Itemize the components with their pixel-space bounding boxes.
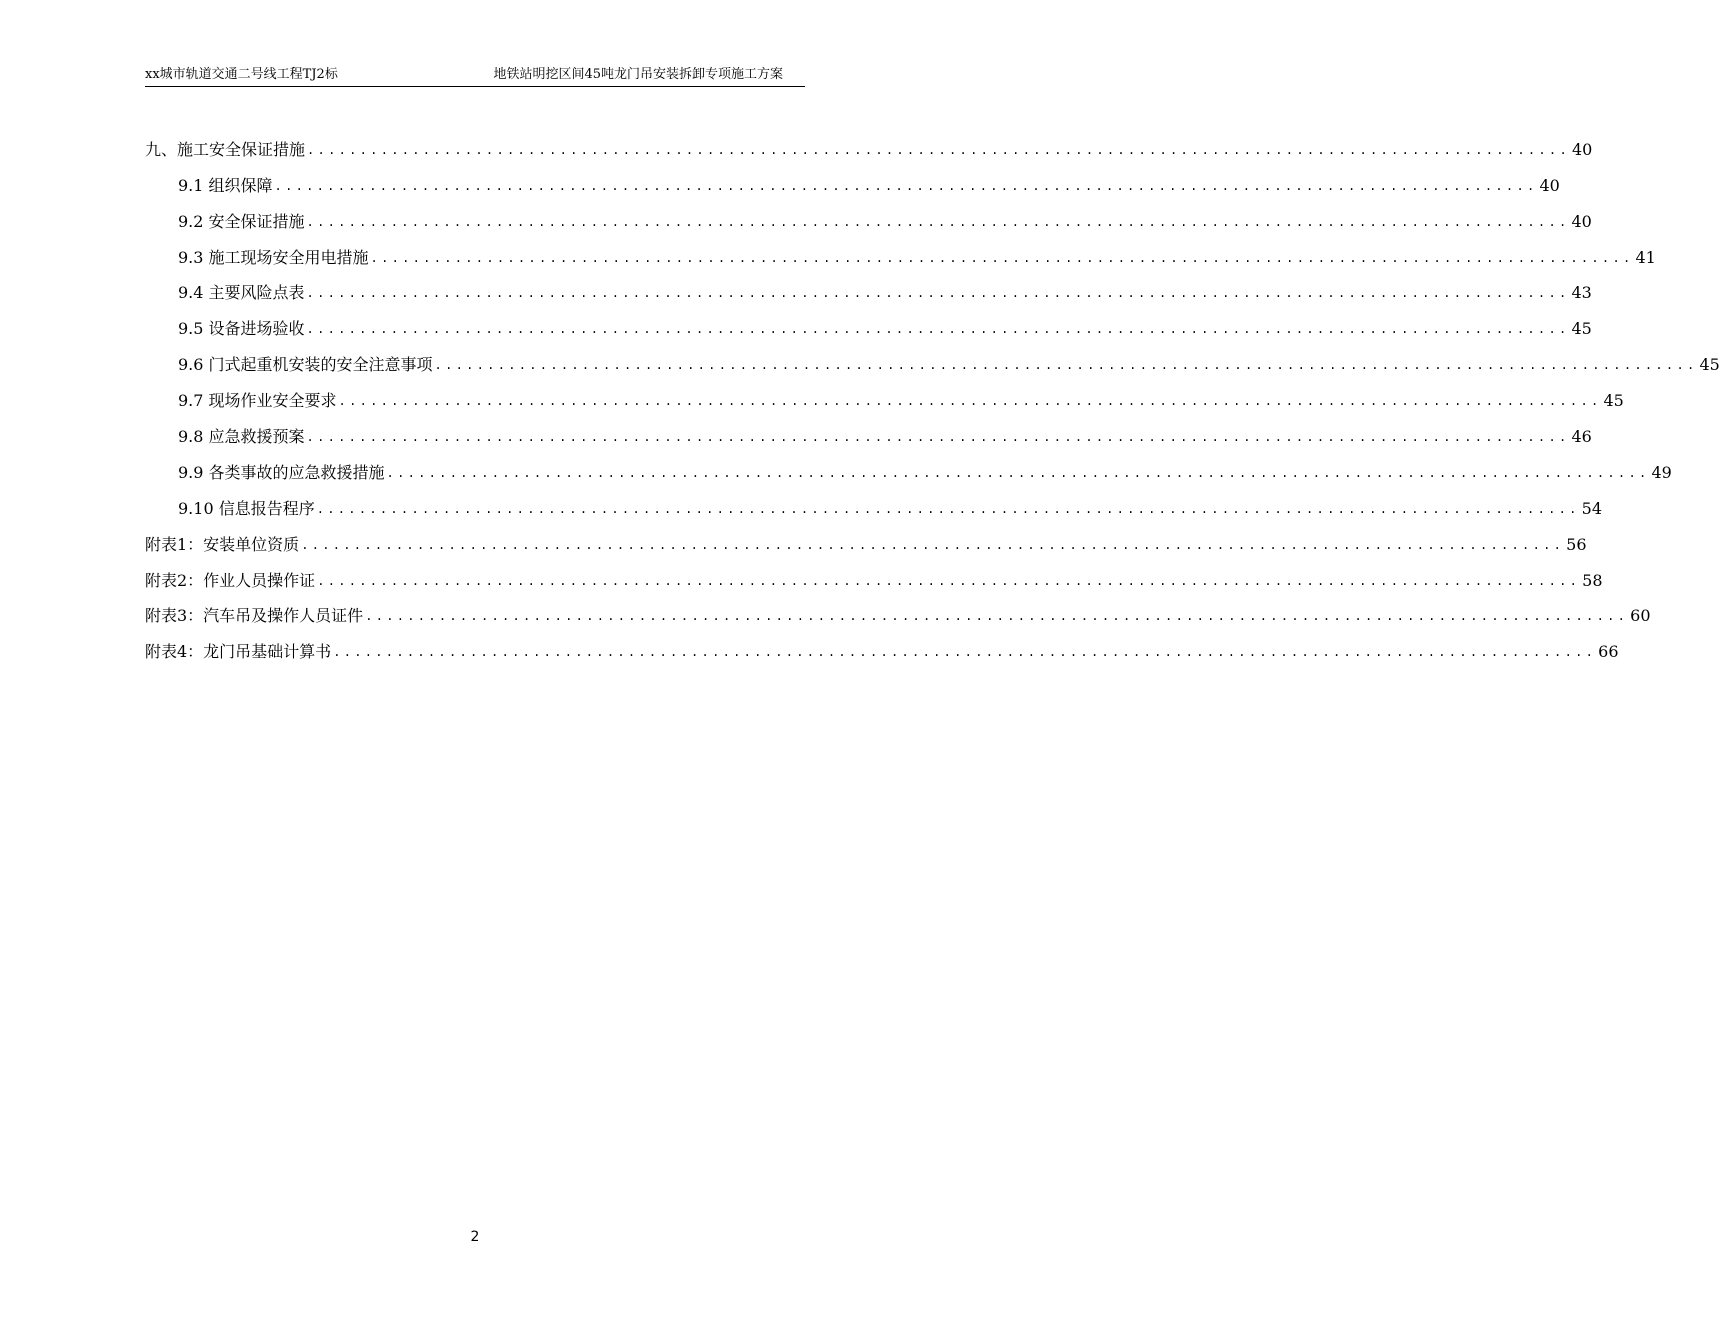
toc-leader-dots: ........................................................................................................................ — [370, 250, 1634, 265]
toc-entry-title: 9.4 主要风险点表 — [178, 283, 305, 303]
header-document-title: 地铁站明挖区间45吨龙门吊安装拆卸专项施工方案 — [493, 67, 783, 82]
toc-leader-dots: ........................................................................................................................ — [307, 142, 1570, 157]
toc-entry[interactable] — [145, 377, 1624, 413]
toc-entry-page: 41 — [1635, 247, 1656, 267]
toc-entry-title: 9.8 应急救援预案 — [178, 427, 305, 447]
header-project-name: xx城市轨道交通二号线工程TJ2标 — [145, 67, 338, 82]
toc-entry[interactable] — [145, 270, 1592, 306]
page-header — [145, 64, 805, 87]
toc-entry[interactable] — [145, 485, 1603, 521]
toc-entry-page: 66 — [1598, 642, 1619, 662]
toc-entry-page: 40 — [1571, 211, 1592, 231]
toc-entry-page: 43 — [1571, 283, 1592, 303]
toc-entry-title: 附表2：作业人员操作证 — [145, 570, 316, 590]
toc-entry-title: 附表4：龙门吊基础计算书 — [145, 642, 332, 662]
toc-leader-dots: ........................................................................................................................ — [317, 573, 1581, 588]
toc-entry-title: 9.10 信息报告程序 — [178, 498, 315, 518]
toc-entry-title: 9.2 安全保证措施 — [178, 211, 305, 231]
toc-entry-title: 九、施工安全保证措施 — [145, 139, 306, 159]
toc-entry[interactable] — [145, 557, 1603, 593]
page-number: 2 — [470, 1229, 480, 1245]
toc-entry-page: 40 — [1539, 175, 1560, 195]
toc-leader-dots: ........................................................................................................................ — [306, 286, 1570, 301]
toc-entry[interactable] — [145, 126, 1593, 162]
toc-leader-dots: ........................................................................................................................ — [434, 358, 1698, 373]
toc-entry[interactable] — [145, 413, 1592, 449]
toc-leader-dots: ........................................................................................................................ — [301, 537, 1565, 552]
toc-entry-page: 58 — [1582, 570, 1603, 590]
toc-entry-page: 49 — [1651, 462, 1672, 482]
toc-entry[interactable] — [145, 305, 1592, 341]
toc-entry-title: 9.6 门式起重机安装的安全注意事项 — [178, 355, 433, 375]
toc-leader-dots: ........................................................................................................................ — [386, 465, 1650, 480]
toc-entry[interactable] — [145, 341, 1720, 377]
toc-leader-dots: ........................................................................................................................ — [306, 322, 1570, 337]
toc-entry-page: 56 — [1566, 534, 1587, 554]
toc-leader-dots: ........................................................................................................................ — [333, 645, 1597, 660]
toc-entry[interactable] — [145, 628, 1619, 664]
toc-entry-page: 46 — [1571, 427, 1592, 447]
toc-entry-title: 9.7 现场作业安全要求 — [178, 391, 337, 411]
toc-leader-dots: ........................................................................................................................ — [306, 430, 1570, 445]
toc-entry-page: 45 — [1603, 391, 1624, 411]
toc-leader-dots: ........................................................................................................................ — [306, 214, 1570, 229]
toc-leader-dots: ........................................................................................................................ — [316, 501, 1580, 516]
toc-entry[interactable] — [145, 198, 1592, 234]
toc-entry-title: 9.3 施工现场安全用电措施 — [178, 247, 369, 267]
toc-leader-dots: ........................................................................................................................ — [274, 178, 1538, 193]
toc-entry[interactable] — [145, 521, 1587, 557]
toc-entry[interactable] — [145, 234, 1656, 270]
toc-entry[interactable] — [145, 449, 1672, 485]
toc-leader-dots: ........................................................................................................................ — [365, 609, 1629, 624]
toc-entry-title: 附表3：汽车吊及操作人员证件 — [145, 606, 364, 626]
toc-entry[interactable] — [145, 162, 1560, 198]
toc-entry-page: 45 — [1699, 355, 1720, 375]
toc-leader-dots: ........................................................................................................................ — [338, 394, 1602, 409]
toc-entry-page: 40 — [1571, 139, 1593, 159]
toc-entry-title: 9.5 设备进场验收 — [178, 319, 305, 339]
toc-entry[interactable] — [145, 593, 1651, 629]
table-of-contents — [145, 126, 1720, 664]
toc-entry-page: 60 — [1630, 606, 1651, 626]
toc-entry-title: 附表1：安装单位资质 — [145, 534, 300, 554]
toc-entry-title: 9.1 组织保障 — [178, 175, 273, 195]
toc-entry-page: 45 — [1571, 319, 1592, 339]
toc-entry-title: 9.9 各类事故的应急救援措施 — [178, 462, 385, 482]
toc-entry-page: 54 — [1581, 498, 1603, 518]
